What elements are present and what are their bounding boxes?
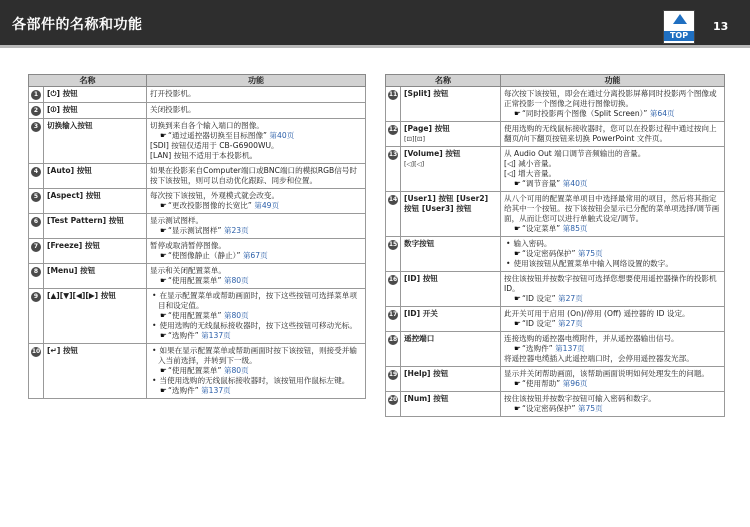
row-name: 切换输入按钮 bbox=[47, 121, 93, 130]
row-number-cell bbox=[386, 192, 401, 237]
cross-reference bbox=[150, 131, 362, 141]
reference-title: “使用配置菜单” bbox=[168, 311, 222, 320]
description-line: 按住该按钮并按数字按钮可选择您想要使用遥控器操作的投影机 ID。 bbox=[504, 274, 717, 293]
table-row bbox=[29, 344, 366, 399]
cross-reference bbox=[504, 294, 721, 304]
description-line: [◁] 增大音量。 bbox=[504, 169, 557, 178]
row-name-cell bbox=[44, 289, 147, 344]
table-row bbox=[29, 289, 366, 344]
pointer-icon: ☛ bbox=[514, 344, 521, 353]
description-line: 每次按下该按钮，外观模式就会改变。 bbox=[150, 191, 280, 200]
description-line: 切换到来自各个输入端口的图像。 bbox=[150, 121, 264, 130]
description-line: 从八个可用的配置菜单项目中选择最常用的项目，然后将其指定给其中一个按钮。按下该按钮会显示已分配的菜单项选择/调节画面，从而让您可以进行单触式设定/调节。 bbox=[504, 194, 720, 223]
row-number-cell bbox=[29, 214, 44, 239]
page-link[interactable]: 第27页 bbox=[557, 294, 583, 303]
description-line: 使用选购的无线鼠标接收器时，您可以在投影过程中通过按向上翻页/向下翻页按钮来切换 PowerPoint 文件页。 bbox=[504, 124, 717, 143]
row-function-cell bbox=[147, 289, 366, 344]
row-name: [Test Pattern] 按钮 bbox=[47, 216, 124, 225]
cross-reference bbox=[504, 379, 721, 389]
row-name: [Help] 按钮 bbox=[404, 369, 449, 378]
page-link[interactable]: 第80页 bbox=[223, 366, 249, 375]
pointer-icon: ☛ bbox=[160, 366, 167, 375]
row-number-badge: 10 bbox=[31, 348, 41, 355]
row-function-cell bbox=[501, 332, 725, 367]
row-number-badge: 9 bbox=[31, 292, 41, 302]
row-function-cell bbox=[147, 119, 366, 164]
row-name: [Menu] 按钮 bbox=[47, 266, 96, 275]
table-row bbox=[386, 87, 725, 122]
reference-title: “选购件” bbox=[522, 344, 553, 353]
row-number-cell bbox=[29, 239, 44, 264]
table-row bbox=[386, 367, 725, 392]
right-table bbox=[385, 74, 725, 417]
description-line: 显示和关闭配置菜单。 bbox=[150, 266, 226, 275]
pointer-icon: ☛ bbox=[160, 276, 167, 285]
row-name-cell bbox=[44, 189, 147, 214]
row-number-badge: 17 bbox=[388, 311, 398, 318]
description-line: 打开投影机。 bbox=[150, 89, 196, 98]
page-link[interactable]: 第75页 bbox=[577, 404, 603, 413]
table-row bbox=[29, 214, 366, 239]
table-row bbox=[386, 237, 725, 272]
table-row bbox=[29, 119, 366, 164]
page-link[interactable]: 第40页 bbox=[562, 179, 588, 188]
row-number-badge: 12 bbox=[388, 126, 398, 133]
reference-title: “设定菜单” bbox=[522, 224, 561, 233]
reference-title: “设定密码保护” bbox=[522, 249, 576, 258]
row-number-badge: 14 bbox=[388, 196, 398, 203]
top-button[interactable] bbox=[663, 10, 695, 44]
row-number-badge: 6 bbox=[31, 217, 41, 227]
pointer-icon: ☛ bbox=[514, 379, 521, 388]
reference-title: “通过遥控器切换至目标图像” bbox=[168, 131, 267, 140]
bullet-item: • 如果在显示配置菜单或帮助画面时按下该按钮，则接受并输入当前选择，并转到下一级。 bbox=[150, 346, 362, 366]
row-function-cell bbox=[501, 392, 725, 417]
row-name-cell bbox=[401, 147, 501, 192]
description-line: 关闭投影机。 bbox=[150, 105, 196, 114]
pointer-icon: ☛ bbox=[160, 331, 167, 340]
row-number-cell bbox=[386, 367, 401, 392]
pointer-icon: ☛ bbox=[514, 179, 521, 188]
row-function-cell bbox=[501, 237, 725, 272]
row-number-badge: 15 bbox=[388, 241, 398, 248]
row-number-cell bbox=[386, 87, 401, 122]
left-table bbox=[28, 74, 366, 399]
cross-reference bbox=[504, 404, 721, 414]
row-name: [Freeze] 按钮 bbox=[47, 241, 101, 250]
row-function-cell bbox=[147, 344, 366, 399]
reference-title: “更改投影图像的长宽比” bbox=[168, 201, 252, 210]
cross-reference bbox=[504, 249, 721, 259]
cross-reference bbox=[150, 226, 362, 236]
up-arrow-icon bbox=[673, 14, 687, 24]
column-header-name: 名称 bbox=[29, 75, 147, 87]
row-number-cell bbox=[29, 189, 44, 214]
row-function-cell bbox=[501, 192, 725, 237]
row-name: [Page] 按钮 bbox=[404, 124, 450, 133]
table-row bbox=[386, 332, 725, 367]
row-name: [⏻] 按钮 bbox=[47, 89, 78, 98]
cross-reference bbox=[504, 179, 721, 189]
row-number-cell bbox=[29, 264, 44, 289]
table-row bbox=[29, 239, 366, 264]
cross-reference bbox=[150, 201, 362, 211]
row-number-badge: 4 bbox=[31, 167, 41, 177]
row-name: [User1] 按钮 [User2] 按钮 [User3] 按钮 bbox=[404, 194, 489, 213]
reference-title: “使用配置菜单” bbox=[168, 276, 222, 285]
row-number-badge: 5 bbox=[31, 192, 41, 202]
row-function-cell bbox=[147, 264, 366, 289]
bullet-item: • 使用选购的无线鼠标接收器时，按下这些按钮可移动光标。 bbox=[150, 321, 362, 331]
row-number-badge: 2 bbox=[31, 106, 41, 116]
row-name-cell bbox=[44, 103, 147, 119]
row-name-cell bbox=[401, 392, 501, 417]
row-function-cell bbox=[147, 189, 366, 214]
row-name-sub: [◁][◁] bbox=[404, 160, 425, 168]
row-number-cell bbox=[386, 147, 401, 192]
reference-title: “选购件” bbox=[168, 386, 199, 395]
row-name: [↵] 按钮 bbox=[47, 346, 79, 355]
cross-reference bbox=[504, 224, 721, 234]
row-function-cell bbox=[501, 122, 725, 147]
bullet-item: • 当使用选购的无线鼠标接收器时，该按钮用作鼠标左键。 bbox=[150, 376, 362, 386]
page-link[interactable]: 第96页 bbox=[562, 379, 588, 388]
pointer-icon: ☛ bbox=[160, 311, 167, 320]
table-row bbox=[29, 164, 366, 189]
row-name-cell bbox=[44, 119, 147, 164]
row-function-cell bbox=[147, 164, 366, 189]
row-name-cell bbox=[44, 87, 147, 103]
row-function-cell bbox=[147, 214, 366, 239]
page-link[interactable]: 第75页 bbox=[577, 249, 603, 258]
table-row bbox=[386, 192, 725, 237]
row-name-cell bbox=[44, 264, 147, 289]
pointer-icon: ☛ bbox=[160, 226, 167, 235]
row-name-cell bbox=[401, 272, 501, 307]
table-row bbox=[386, 272, 725, 307]
description-line: 按住该按钮并按数字按钮可输入密码和数字。 bbox=[504, 394, 656, 403]
pointer-icon: ☛ bbox=[514, 294, 521, 303]
row-number-badge: 11 bbox=[388, 91, 398, 98]
row-name: [Auto] 按钮 bbox=[47, 166, 92, 175]
page-link[interactable]: 第67页 bbox=[242, 251, 268, 260]
row-name-cell bbox=[401, 122, 501, 147]
row-number-badge: 18 bbox=[388, 336, 398, 343]
row-name: 遥控端口 bbox=[404, 334, 435, 343]
description-line: 显示测试图样。 bbox=[150, 216, 204, 225]
pointer-icon: ☛ bbox=[160, 251, 167, 260]
page-link[interactable]: 第137页 bbox=[201, 386, 231, 395]
row-number-badge: 13 bbox=[388, 151, 398, 158]
pointer-icon: ☛ bbox=[514, 249, 521, 258]
reference-title: “ID 设定” bbox=[522, 294, 556, 303]
table-row bbox=[29, 103, 366, 119]
pointer-icon: ☛ bbox=[514, 319, 521, 328]
table-row bbox=[29, 189, 366, 214]
row-name-cell bbox=[401, 307, 501, 332]
row-name: [Split] 按钮 bbox=[404, 89, 449, 98]
cross-reference bbox=[150, 311, 362, 321]
cross-reference bbox=[504, 319, 721, 329]
cross-reference bbox=[150, 366, 362, 376]
pointer-icon: ☛ bbox=[514, 404, 521, 413]
column-header-function: 功能 bbox=[501, 75, 725, 87]
reference-title: “同时投影两个图像（Split Screen）” bbox=[522, 109, 648, 118]
row-name-cell bbox=[401, 87, 501, 122]
description-line: 此开关可用于启用 (On)/停用 (Off) 遥控器的 ID 设定。 bbox=[504, 309, 690, 318]
reference-title: “调节音量” bbox=[522, 179, 561, 188]
table-row bbox=[386, 392, 725, 417]
row-name-sub: [⊡][⊡] bbox=[404, 135, 426, 143]
row-number-badge: 19 bbox=[388, 371, 398, 378]
row-number-badge: 8 bbox=[31, 267, 41, 277]
row-name-cell bbox=[401, 237, 501, 272]
page-title: 各部件的名称和功能 bbox=[12, 17, 143, 33]
row-name: [Aspect] 按钮 bbox=[47, 191, 101, 200]
row-name: [ID] 开关 bbox=[404, 309, 438, 318]
cross-reference bbox=[150, 251, 362, 261]
pointer-icon: ☛ bbox=[160, 131, 167, 140]
page-link[interactable]: 第80页 bbox=[223, 311, 249, 320]
row-function-cell bbox=[501, 147, 725, 192]
row-number-cell bbox=[386, 122, 401, 147]
pointer-icon: ☛ bbox=[160, 386, 167, 395]
row-function-cell bbox=[147, 239, 366, 264]
description-line: [SDI] 按钮仅适用于 CB-G6900WU。 bbox=[150, 141, 279, 150]
row-number-cell bbox=[29, 119, 44, 164]
reference-title: “使用帮助” bbox=[522, 379, 561, 388]
description-line: 暂停或取消暂停图像。 bbox=[150, 241, 226, 250]
table-row bbox=[29, 87, 366, 103]
pointer-icon: ☛ bbox=[160, 201, 167, 210]
reference-title: “显示测试图样” bbox=[168, 226, 222, 235]
row-name-cell bbox=[44, 344, 147, 399]
column-header-name: 名称 bbox=[386, 75, 501, 87]
row-number-cell bbox=[386, 307, 401, 332]
row-function-cell bbox=[501, 307, 725, 332]
bullet-item: • 使用该按钮从配置菜单中输入网络设置的数字。 bbox=[504, 259, 721, 269]
reference-title: “设定密码保护” bbox=[522, 404, 576, 413]
table-row bbox=[386, 147, 725, 192]
table-row bbox=[29, 264, 366, 289]
page-header bbox=[0, 0, 750, 48]
bullet-item: • 输入密码。 bbox=[504, 239, 721, 249]
cross-reference bbox=[504, 344, 721, 354]
pointer-icon: ☛ bbox=[514, 109, 521, 118]
row-number-cell bbox=[29, 289, 44, 344]
row-name: [Volume] 按钮 bbox=[404, 149, 461, 158]
row-number-badge: 7 bbox=[31, 242, 41, 252]
description-line: [LAN] 按钮不适用于本投影机。 bbox=[150, 151, 258, 160]
row-function-cell bbox=[147, 103, 366, 119]
top-label: TOP bbox=[664, 31, 694, 41]
pointer-icon: ☛ bbox=[514, 224, 521, 233]
table-row bbox=[386, 307, 725, 332]
row-name-cell bbox=[401, 367, 501, 392]
reference-title: “使用配置菜单” bbox=[168, 366, 222, 375]
reference-title: “选购件” bbox=[168, 331, 199, 340]
row-function-cell bbox=[501, 367, 725, 392]
row-name: [ID] 按钮 bbox=[404, 274, 438, 283]
page-link[interactable]: 第49页 bbox=[254, 201, 280, 210]
row-name: [Num] 按钮 bbox=[404, 394, 449, 403]
row-number-cell bbox=[386, 237, 401, 272]
row-function-cell bbox=[501, 272, 725, 307]
row-number-cell bbox=[386, 332, 401, 367]
cross-reference bbox=[150, 276, 362, 286]
description-line: [◁] 减小音量。 bbox=[504, 159, 557, 168]
bullet-item: • 在显示配置菜单或帮助画面时，按下这些按钮可选择菜单项目和设定值。 bbox=[150, 291, 362, 311]
row-number-cell bbox=[29, 87, 44, 103]
description-line: 如果在投影来自Computer端口或BNC端口的模拟RGB信号时按下该按钮，则可以自动优化跟踪、同步和位置。 bbox=[150, 166, 357, 185]
page-link[interactable]: 第85页 bbox=[562, 224, 588, 233]
row-number-cell bbox=[29, 164, 44, 189]
row-number-badge: 3 bbox=[31, 122, 41, 132]
row-function-cell bbox=[501, 87, 725, 122]
row-name-cell bbox=[44, 239, 147, 264]
description-line: 每次按下该按钮，即会在通过分离投影屏幕同时投影两个图像或正常投影一个图像之间进行图像切换。 bbox=[504, 89, 717, 108]
page-link[interactable]: 第80页 bbox=[223, 276, 249, 285]
description-line: 将遥控器电缆插入此遥控端口时，会停用遥控器发光部。 bbox=[504, 354, 694, 363]
description-line: 连接选购的遥控器电缆附件，并从遥控器输出信号。 bbox=[504, 334, 679, 343]
cross-reference bbox=[504, 109, 721, 119]
page-link[interactable]: 第27页 bbox=[557, 319, 583, 328]
row-function-cell bbox=[147, 87, 366, 103]
page-number: 13 bbox=[713, 20, 729, 33]
cross-reference bbox=[150, 331, 362, 341]
row-name-cell bbox=[401, 332, 501, 367]
page-link[interactable]: 第23页 bbox=[223, 226, 249, 235]
row-name: [▲][▼][◀][▶] 按钮 bbox=[47, 291, 116, 300]
page-link[interactable]: 第137页 bbox=[201, 331, 231, 340]
row-number-badge: 20 bbox=[388, 396, 398, 403]
row-number-badge: 1 bbox=[31, 90, 41, 100]
row-name-cell bbox=[44, 164, 147, 189]
row-name-cell bbox=[44, 214, 147, 239]
row-number-cell bbox=[386, 272, 401, 307]
page-link[interactable]: 第40页 bbox=[269, 131, 295, 140]
description-line: 从 Audio Out 端口调节音频输出的音量。 bbox=[504, 149, 646, 158]
row-number-cell bbox=[29, 103, 44, 119]
column-header-function: 功能 bbox=[147, 75, 366, 87]
cross-reference bbox=[150, 386, 362, 396]
row-name-cell bbox=[401, 192, 501, 237]
description-line: 显示并关闭帮助画面，该帮助画面说明如何处理发生的问题。 bbox=[504, 369, 710, 378]
reference-title: “使图像静止（静止）” bbox=[168, 251, 241, 260]
row-number-cell bbox=[29, 344, 44, 399]
reference-title: “ID 设定” bbox=[522, 319, 556, 328]
page-link[interactable]: 第64页 bbox=[649, 109, 675, 118]
row-number-badge: 16 bbox=[388, 276, 398, 283]
page-link[interactable]: 第137页 bbox=[555, 344, 585, 353]
row-name: [⏼] 按钮 bbox=[47, 105, 78, 114]
row-name: 数字按钮 bbox=[404, 239, 435, 248]
table-row bbox=[386, 122, 725, 147]
row-number-cell bbox=[386, 392, 401, 417]
